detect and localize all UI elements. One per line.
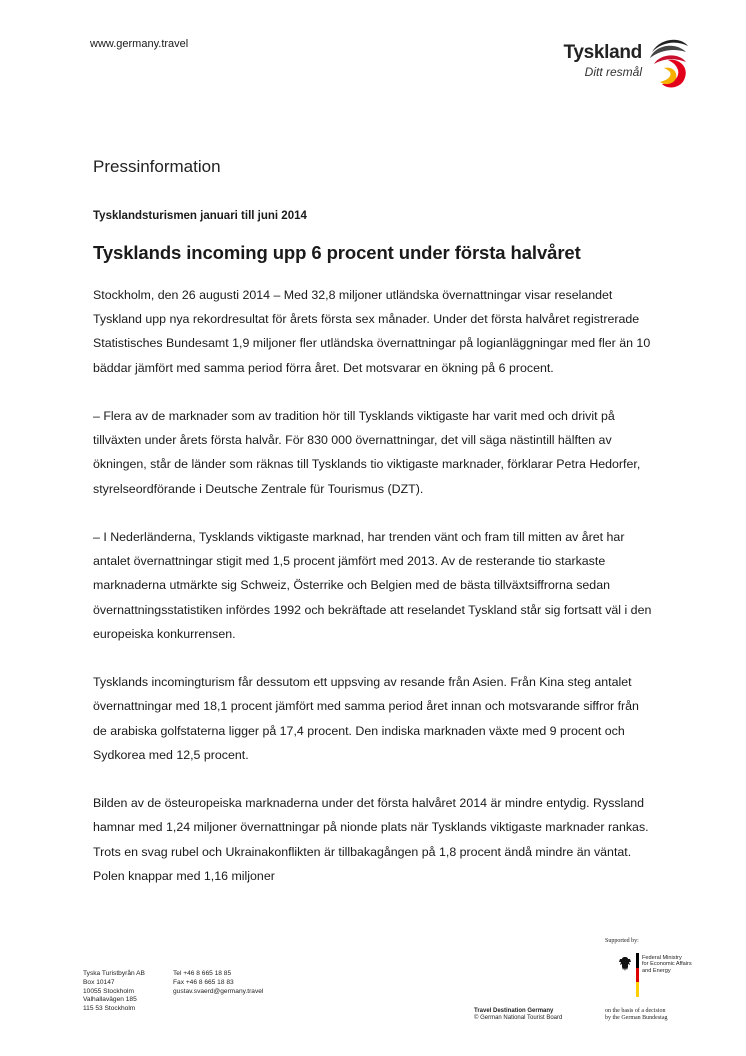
phone-line: Tel +46 8 665 18 85 [173,970,232,977]
paragraph: Tysklands incomingturism får dessutom ett uppsving av resande från Asien. Från Kina steg antalet övernattningar med 18,1 procent jämfört med samma period året innan och motsvarande siffror från de arabiska golfstaterna ligger på 17,4 procent. Den indiska marknaden växte med 9 procent och Sydkorea med 12,5 procent. [93,675,639,762]
email-link[interactable]: gustav.svaerd@germany.travel [173,987,264,995]
flag-red [636,968,639,983]
tdg-subtitle: © German National Tourist Board [474,1015,563,1021]
headline: Tysklands incoming upp 6 procent under första halvåret [93,242,581,263]
address-line: Box 10147 [83,978,115,986]
bundestag-decision [605,1008,667,1022]
paragraph: – Flera av de marknader som av tradition hör till Tysklands viktigaste har varit med och drivit på tillväxten under årets första halvår. För 830 000 övernattningar, det vill säga nästintill hälften av ökningen, står de länder som räknas till Tysklands tio viktigaste marknader, förklarar Petra Hedorfer, styrelseordförande i Deutsche Zentrale für Tourismus (DZT). [93,409,641,496]
flag-black [636,953,639,968]
footer-contact [173,970,263,996]
address-line: 10055 Stockholm [83,987,134,995]
website-url: www.germany.travel [90,38,189,50]
ministry-line: for Economic Affairs [642,961,692,968]
supported-by-label: Supported by: [605,938,639,944]
footer-address [83,970,145,1014]
decision-line: on the basis of a decision [605,1008,666,1014]
address-line: 115 53 Stockholm [83,1005,136,1013]
flag-gold [636,982,639,997]
address-line: Tyska Turistbyrån AB [83,970,145,977]
paragraph: Stockholm, den 26 augusti 2014 – Med 32,8 miljoner utländska övernattningar visar reselandet Tyskland upp nya rekordresultat för årets första sex månader. Under det första halvåret registrerade Statistisches Bundesamt 1,9 miljoner fler utländska övernattningar på logianläggningar med fler än 10 bäddar jämfört med samma period förra året. Det motsvarar en ökning på 6 procent. [93,288,651,375]
logo-swirl-icon [646,34,692,90]
tyskland-logo [552,34,692,96]
decision-line: by the German Bundestag [605,1015,668,1021]
article-body [93,283,653,912]
paragraph: – I Nederländerna, Tysklands viktigaste marknad, har trenden vänt och fram till mitten av året har antalet övernattningar stigit med 1,5 procent jämfört med 2013. Av de resterande tio starkaste marknaderna utmärkte sig Schweiz, Österrike och Belgien med de bästa tillväxtsiffrorna sedan övernattningsstatistiken infördes 1992 och bekräftade att reselandet Tyskland står sig fortsatt väl i den europeiska konkurrensen. [93,530,652,641]
tdg-credit [474,1008,562,1022]
address-line: Valhallavägen 185 [83,996,137,1004]
ministry-name [642,955,692,974]
paragraph: Bilden av de östeuropeiska marknaderna under det första halvåret 2014 är mindre entydig. Ryssland hamnar med 1,24 miljoner övernattningar på nionde plats när Tysklands viktigaste marknader rankas. Trots en svag rubel och Ukrainakonflikten är tillbakagången på 1,8 procent ändå mindre än väntat. Polen knappar med 1,16 miljoner [93,796,649,883]
logo-tagline: Ditt resmål [584,65,642,79]
federal-eagle-icon [618,956,632,972]
logo-wordmark: Tyskland [563,42,642,63]
ministry-line: Federal Ministry [642,955,682,961]
tdg-title: Travel Destination Germany [474,1008,554,1014]
fax-line: Fax +46 8 665 18 83 [173,978,234,986]
kicker: Tysklandsturismen januari till juni 2014 [93,210,307,222]
german-flag-stripe [636,953,639,997]
section-label: Pressinformation [93,157,221,176]
ministry-line: and Energy [642,967,671,974]
